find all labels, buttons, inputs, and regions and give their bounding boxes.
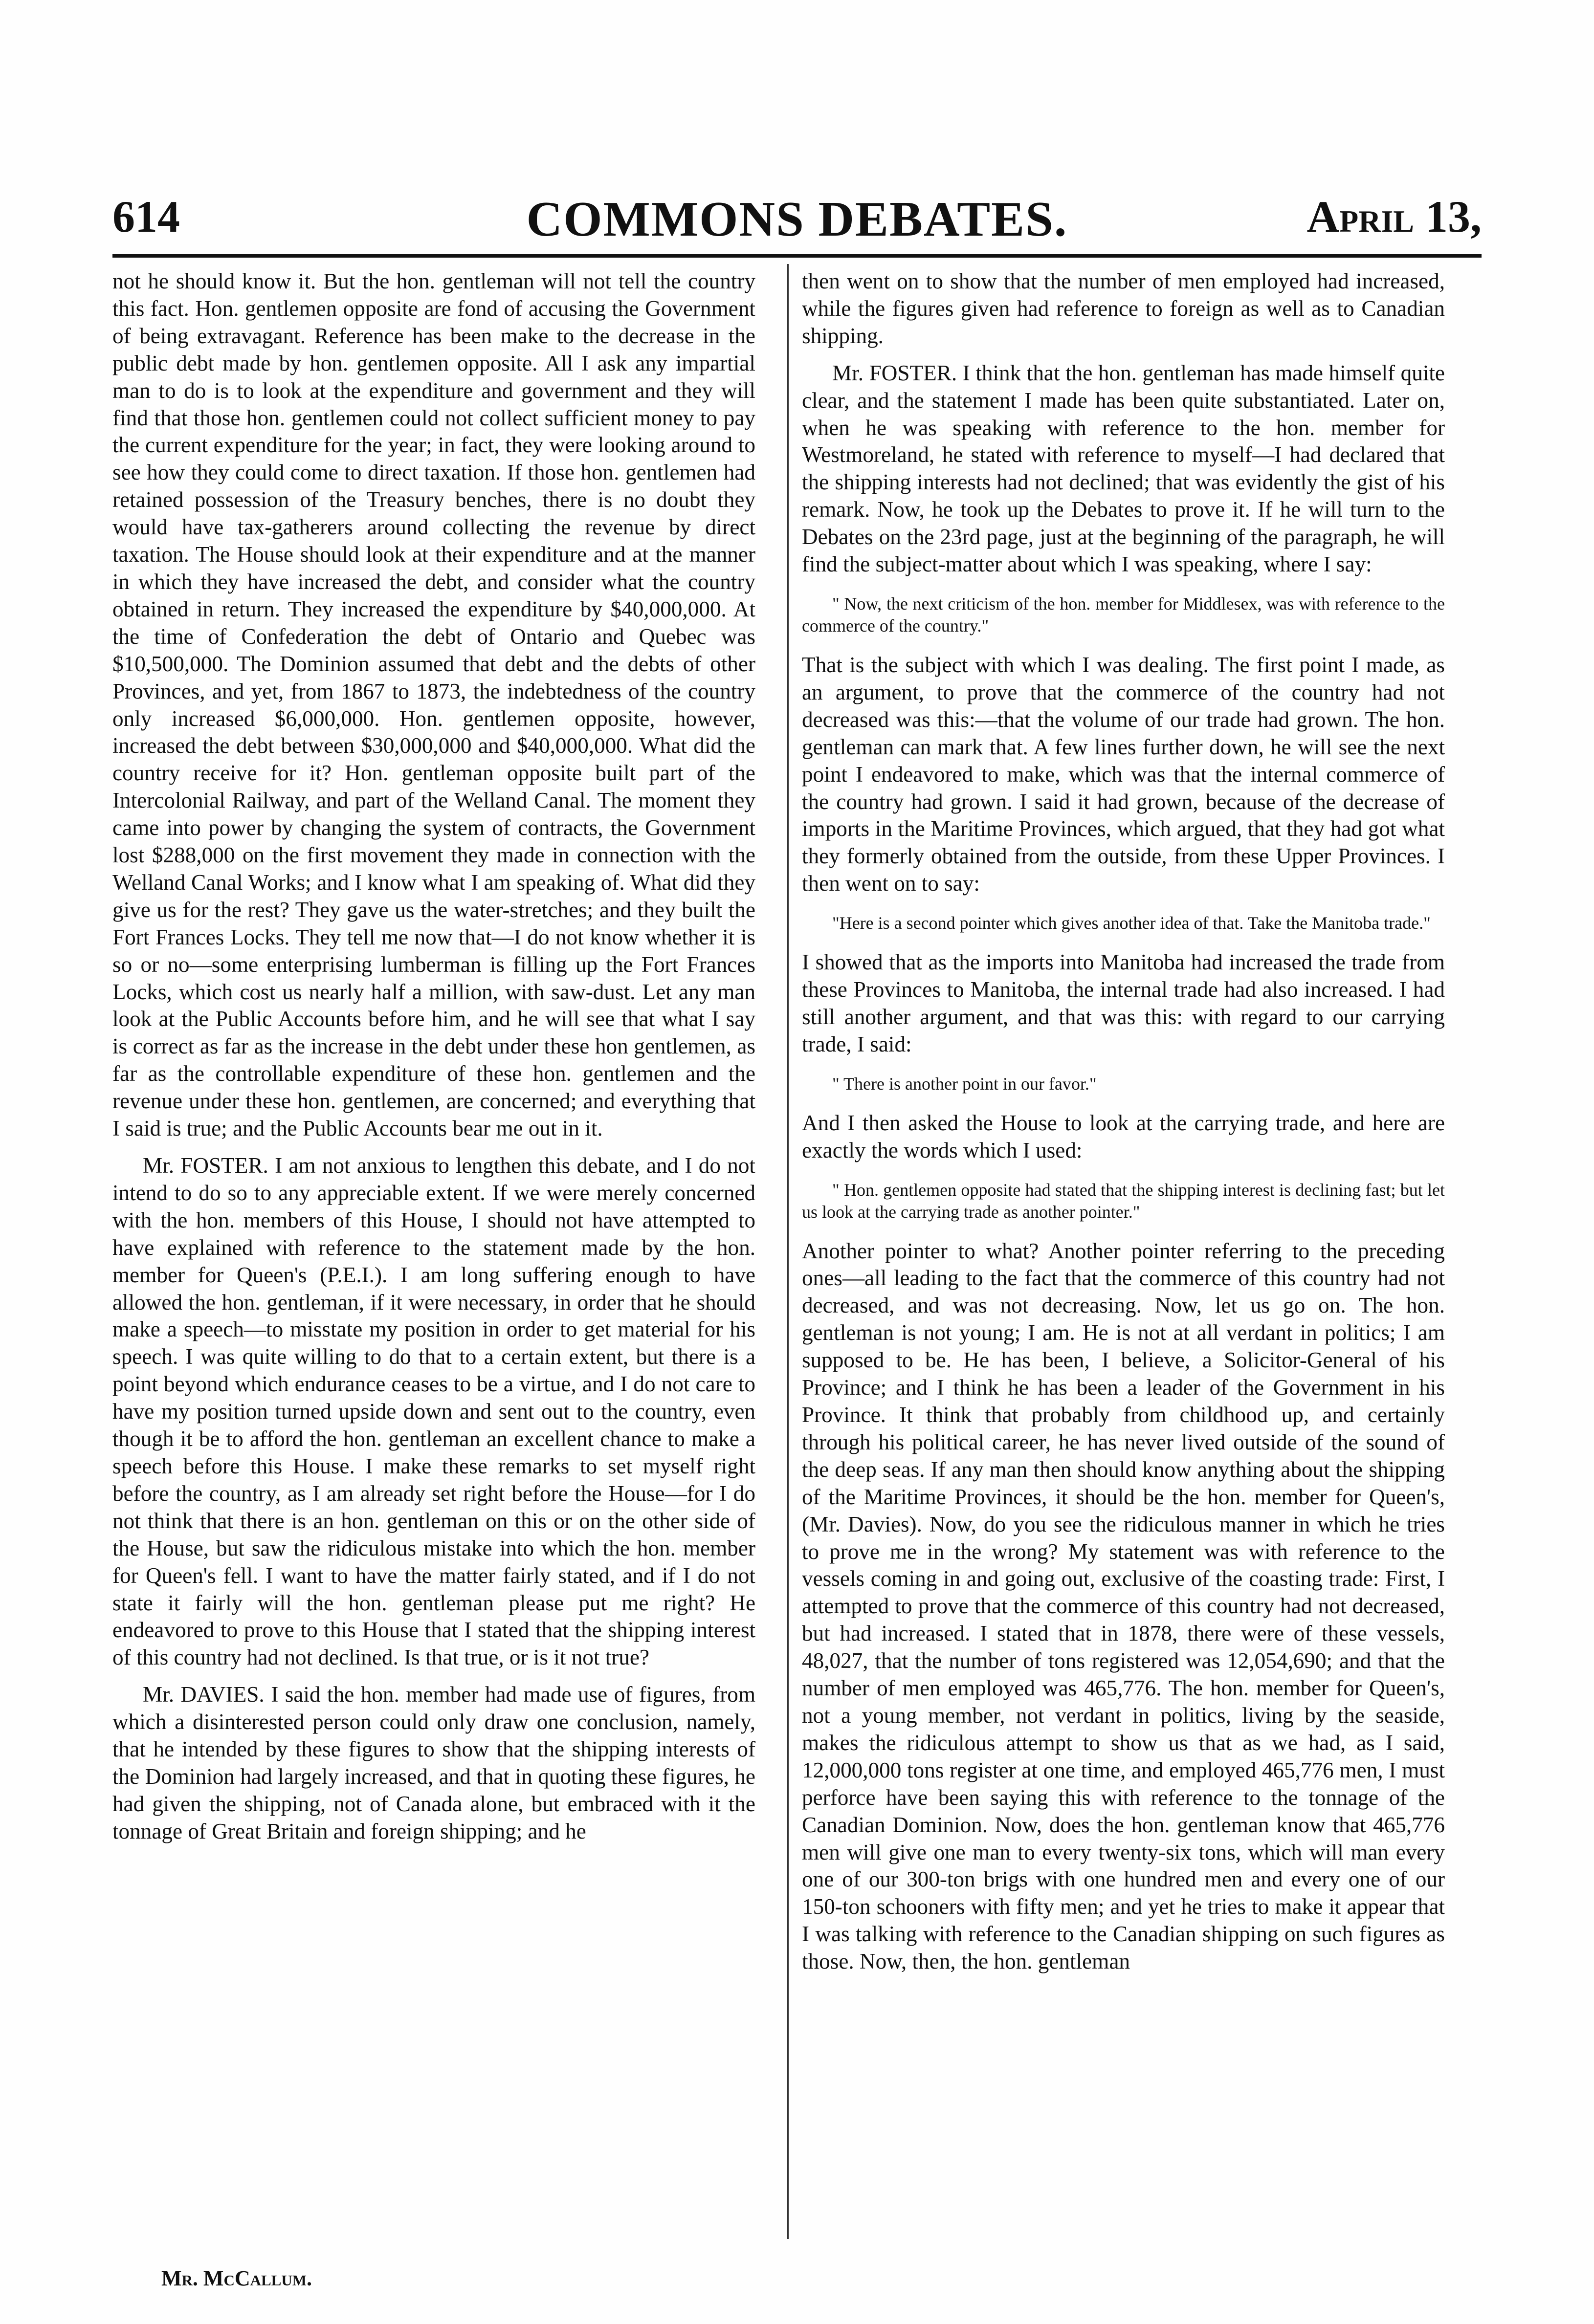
left-paragraph-3	[112, 1681, 755, 1845]
page-number: 614	[112, 192, 180, 241]
right-paragraph-6: Another pointer to what? Another pointer referring to the preceding ones—all leading to the fact that the commerce of this country had not decreased, and was not decreasing. Now, let us go on. The hon. gentleman is not young; I am. He is not at all verdant in politics; I am supposed to be. He has been, I believe, a Solicitor-General of his Province; and I think he has been a leader of the Government in his Province. It think that probably from childhood up, and certainly through his political career, he has never lived outside of the sound of the deep seas. If any man then should know anything about the shipping of the Maritime Provinces, it should be the hon. member for Queen's, (Mr. Davies). Now, do you see the ridiculous manner in which he tries to prove me in the wrong? My statement was with reference to the vessels coming in and going out, exclusive of the coasting trade: First, I attempted to prove that the commerce of this country had not decreased, but had increased. I stated that in 1878, there were of these vessels, 48,027, that the number of tons registered was 12,054,690; and that the number of men employed was 465,776. The hon. member for Queen's, not a young member, not verdant in politics, living by the seaside, makes the ridiculous attempt to show us that as we had, as I said, 12,000,000 tons register at one time, and employed 465,776 men, I must perforce have been saying this with reference to the tonnage of the Canadian Dominion. Now, does the hon. gentleman know that 465,776 men will give one man to every twenty-six tons, which will man every one of our 300-ton brigs with one hundred men and every one of our 150-ton schooners with fifty men; and yet he tries to make it appear that I was talking with reference to the Canadian shipping on such figures as those. Now, then, the hon. gentleman	[802, 1238, 1445, 1974]
right-paragraph-4: I showed that as the imports into Manitoba had increased the trade from these Provinces to Manitoba, the internal trade had also increased. I had still another argument, and that was this: with regard to our carrying trade, I said:	[802, 950, 1445, 1056]
right-paragraph-3: That is the subject with which I was dealing. The first point I made, as an argument, to prove that the commerce of the country had not decreased was this:—that the volume of our trade had grown. The hon. gentleman can mark that. A few lines further down, he will see the next point I endeavored to make, which was that the internal commerce of the country had grown. I said it had grown, because of the decrease of imports in the Maritime Provinces, which argued, that they had got what they formerly obtained from the outside, from these Upper Provinces. I then went on to say:	[802, 652, 1445, 896]
catchword: Mr. McCallum.	[161, 2266, 312, 2290]
speech-text: I said the hon. member had made use of figures, from which a disinterested person could only draw one conclusion, namely, that he intended by these figures to show that the shipping interests of the Dominion had largely increased, and that in quoting these figures, he had given the shipping, not of Canada alone, but embraced with it the tonnage of Great Britain and foreign shipping; and he	[112, 1682, 755, 1843]
header-rule	[112, 254, 1482, 258]
page-title: COMMONS DEBATES.	[526, 192, 1068, 247]
left-paragraph-2	[112, 1152, 755, 1671]
quotation-1: " Now, the next criticism of the hon. member for Middlesex, was with reference to the commerce of the country."	[802, 593, 1445, 636]
left-paragraph-1: not he should know it. But the hon. gentleman will not tell the country this fact. Hon. gentlemen opposite are fond of accusing the Government of being extravagant. Reference has been make to the decrease in the public debt made by hon. gentlemen opposite. All I ask any impartial man to do is to look at the expenditure and government and they will find that those hon. gentlemen could not collect sufficient money to pay the current expenditure for the year; in fact, they were looking around to see how they could come to direct taxation. If those hon. gentlemen had retained possession of the Treasury benches, there is no doubt they would have tax-gatherers around collecting the revenue by direct taxation. The House should look at their expenditure and at the manner in which they have increased the debt, and consider what the country obtained in return. They increased the expenditure by $40,000,000. At the time of Confederation the debt of Ontario and Quebec was $10,500,000. The Dominion assumed that debt and the debts of other Provinces, and yet, from 1867 to 1873, the indebtedness of the country only increased $6,000,000. Hon. gentlemen opposite, however, increased the debt between $30,000,000 and $40,000,000. What did the country receive for it? Hon. gentleman opposite built part of the Intercolonial Railway, and part of the Welland Canal. The moment they came into power by changing the system of contracts, the Government lost $288,000 on the first movement they made in connection with the Welland Canal Works; and I know what I am speaking of. What did they give us for the rest? They gave us the water-stretches; and they built the Fort Frances Locks. They tell me now that—I do not know whether it is so or no—some enterprising lumberman is filling up the Fort Frances Locks, which cost us nearly half a million, with saw-dust. Let any man look at the Public Accounts before him, and he will see that what I say is correct as far as the increase in the debt under these hon gentlemen, as far as the controllable expenditure of these hon. gentlemen and the revenue under these hon. gentlemen, are concerned; and everything that I said is true; and the Public Accounts bear me out in it.	[112, 269, 755, 1141]
left-column	[112, 268, 755, 1855]
right-column	[802, 268, 1445, 1985]
quotation-4: " Hon. gentlemen opposite had stated that the shipping interest is declining fast; but let us look at the carrying trade as another pointer."	[802, 1180, 1445, 1222]
speaker-name: Mr. FOSTER.	[832, 360, 957, 385]
speaker-name: Mr. DAVIES.	[143, 1682, 265, 1707]
speaker-name: Mr. FOSTER.	[143, 1153, 268, 1178]
right-paragraph-5: And I then asked the House to look at the carrying trade, and here are exactly the words which I used:	[802, 1110, 1445, 1162]
right-paragraph-1: then went on to show that the number of men employed had increased, while the figures given had reference to foreign as well as to Canadian shipping.	[802, 269, 1445, 348]
quotation-2: "Here is a second pointer which gives another idea of that. Take the Manitoba trade."	[832, 913, 1431, 933]
speech-text: I think that the hon. gentleman has made himself quite clear, and the statement I made has been quite substantiated. Later on, when he was speaking with reference to the hon. member for Westmoreland, he stated with reference to myself—I had declared that the shipping interests had not declined; that was evidently the gist of his remark. Now, he took up the Debates to prove it. If he will turn to the Debates on the 23rd page, just at the beginning of the paragraph, he will find the subject-matter about which I was speaking, where I say:	[802, 360, 1445, 577]
quotation-3: " There is another point in our favor."	[832, 1074, 1097, 1094]
page-header	[112, 191, 1482, 247]
page-date: April 13,	[1306, 192, 1482, 241]
right-paragraph-2	[802, 360, 1445, 578]
speech-text: I am not anxious to lengthen this debate, and I do not intend to do so to any appreciable extent. If we were merely concerned with the hon. members of this House, I should not have attempted to have explained with reference to the statement made by the hon. member for Queen's (P.E.I.). I am long suffering enough to have allowed the hon. gentleman, if it were necessary, in order that he should make a speech—to misstate my position in order to get material for his speech. I was quite willing to do that to a certain extent, but there is a point beyond which endurance ceases to be a virtue, and I do not care to have my position turned upside down and sent out to the country, even though it be to afford the hon. gentleman an excellent chance to make a speech before this House. I make these remarks to set myself right before the country, as I am already set right before the House—for I do not think that there is an hon. gentleman on this or on the other side of the House, but saw the ridiculous mistake into which the hon. member for Queen's fell. I want to have the matter fairly stated, and if I do not state it fairly will the hon. gentleman please put me right? He endeavored to prove to this House that I stated that the shipping interest of this country had not declined. Is that true, or is it not true?	[112, 1153, 755, 1670]
column-divider	[787, 264, 789, 2239]
